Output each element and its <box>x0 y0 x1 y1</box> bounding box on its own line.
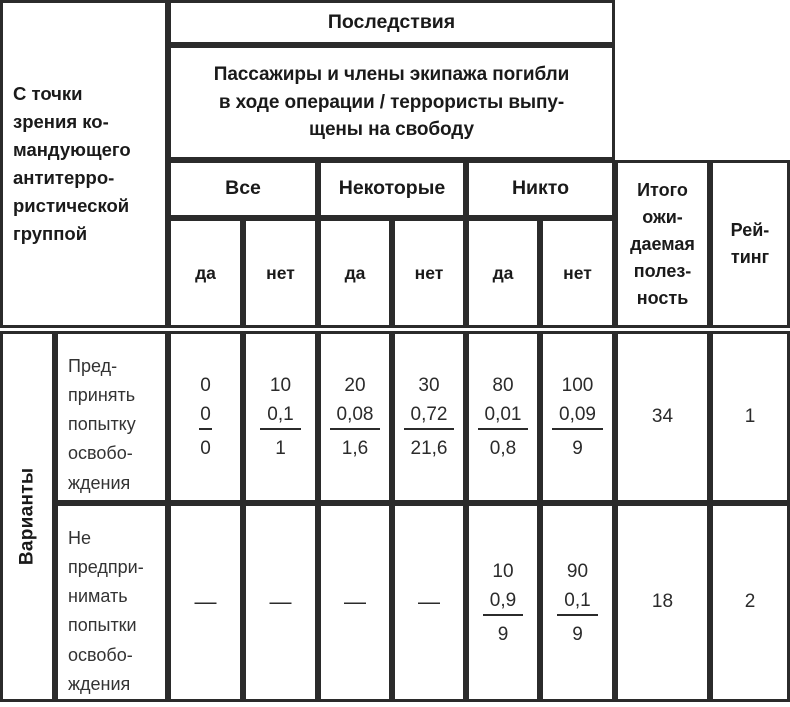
table-cell-r0c0 <box>168 331 243 503</box>
row-header-line-1: зрения ко- <box>13 110 109 132</box>
table-cell-r1c5 <box>540 503 615 702</box>
r0c1-numerator: 10 <box>269 375 292 396</box>
r0c4-numerator: 80 <box>492 375 514 396</box>
yesno-header-5 <box>540 218 615 328</box>
row-header-title-text <box>13 80 131 249</box>
r1c5-probability: 0,1 <box>557 591 597 616</box>
yesno-header-3-label: нет <box>414 262 444 283</box>
yesno-header-5-label: нет <box>563 262 592 283</box>
r0c2-numerator: 20 <box>344 375 366 396</box>
total-utility-header <box>615 160 710 328</box>
table-cell-r0c2 <box>318 331 392 503</box>
r0c0-numerator: 0 <box>200 375 211 396</box>
total-utility-header-line-0: Итого <box>637 179 688 200</box>
row-header-line-3: антитерро- <box>13 167 115 188</box>
yesno-header-2 <box>318 218 392 328</box>
consequences-subtitle-line-0: Пассажиры и члены экипажа погибли <box>213 64 570 86</box>
table-cell-r1c1 <box>243 503 318 702</box>
row-header-line-0: С точки <box>13 82 83 104</box>
total-utility-header-line-4: ность <box>636 287 689 308</box>
consequences-subtitle-cell <box>168 45 615 160</box>
r0c3-numerator: 30 <box>418 375 440 396</box>
row-header-line-4: ристической <box>13 195 130 217</box>
r0c1-probability: 0,1 <box>260 405 300 430</box>
total-utility-header-line-3: полез- <box>633 260 692 281</box>
option-row-0-label <box>55 331 168 503</box>
option-row-1-label-line-2: нимать <box>68 586 128 607</box>
r0c5-product: 9 <box>572 438 583 459</box>
consequences-subtitle-line-2: щены на свободу <box>309 119 474 141</box>
options-axis-label-text: Варианты <box>16 467 38 566</box>
option-row-1-label <box>55 503 168 702</box>
r1c0-dash: — <box>194 589 217 615</box>
r1c3-dash: — <box>418 589 440 615</box>
group-header-nikto <box>466 160 615 218</box>
group-header-vse-label: Все <box>225 177 261 200</box>
r1c2-dash: — <box>344 589 366 615</box>
rating-row-0-value: 1 <box>744 405 756 427</box>
option-row-1-label-line-4: освобо- <box>68 644 133 665</box>
r0c5-numerator: 100 <box>561 375 594 396</box>
rating-header <box>710 160 790 328</box>
yesno-header-1-label: нет <box>266 262 295 283</box>
yesno-header-1 <box>243 218 318 328</box>
option-row-0-label-line-4: ждения <box>68 472 131 493</box>
r1c5-numerator: 90 <box>566 560 589 582</box>
rating-row-1-value: 2 <box>744 591 756 613</box>
total-utility-row-0 <box>615 331 710 503</box>
r0c2-probability: 0,08 <box>330 405 381 430</box>
total-utility-row-1-value: 18 <box>651 591 674 613</box>
r1c5-product: 9 <box>572 623 583 645</box>
option-row-1-label-line-1: предпри- <box>68 557 144 578</box>
rating-row-0 <box>710 331 790 503</box>
table-cell-r1c3 <box>392 503 466 702</box>
r0c1-product: 1 <box>275 438 286 459</box>
table-cell-r0c5 <box>540 331 615 503</box>
options-axis-label-cell <box>0 331 55 702</box>
r0c3-product: 21,6 <box>410 438 448 459</box>
table-cell-r0c4 <box>466 331 540 503</box>
r0c0-product: 0 <box>200 438 211 459</box>
group-header-nekotorye <box>318 160 466 218</box>
r0c5-probability: 0,09 <box>552 405 603 430</box>
rating-row-1 <box>710 503 790 702</box>
rating-header-line-1: тинг <box>730 247 770 267</box>
table-cell-r0c1 <box>243 331 318 503</box>
table-cell-r0c3 <box>392 331 466 503</box>
r1c4-numerator: 10 <box>492 560 514 582</box>
row-header-line-2: мандующего <box>13 138 131 160</box>
consequences-title-cell <box>168 0 615 45</box>
row-header-line-5: группой <box>13 223 88 245</box>
option-row-0-label-line-3: освобо- <box>68 443 133 464</box>
r0c3-probability: 0,72 <box>404 405 455 430</box>
option-row-0-label-line-2: попытку <box>68 414 136 435</box>
group-header-vse <box>168 160 318 218</box>
r1c4-product: 9 <box>497 623 509 645</box>
yesno-header-4-label: да <box>492 262 514 283</box>
consequences-title-text: Последствия <box>327 10 456 33</box>
option-row-1-label-line-0: Не <box>68 528 92 548</box>
r0c0-probability: 0 <box>199 405 212 430</box>
option-row-0-label-line-1: принять <box>68 385 136 406</box>
r0c4-product: 0,8 <box>489 438 517 459</box>
r1c4-probability: 0,9 <box>483 591 523 616</box>
option-row-1-label-line-3: попытки <box>68 615 137 636</box>
yesno-header-4 <box>466 218 540 328</box>
r1c1-dash: — <box>269 589 292 615</box>
yesno-header-2-label: да <box>344 262 366 283</box>
rating-header-line-0: Рей- <box>730 220 770 240</box>
r0c2-product: 1,6 <box>341 438 369 459</box>
yesno-header-3 <box>392 218 466 328</box>
consequences-subtitle-line-1: в ходе операции / террористы выпу- <box>218 91 565 113</box>
group-header-nikto-label: Никто <box>511 177 570 200</box>
yesno-header-0 <box>168 218 243 328</box>
group-header-nekotorye-label: Некоторые <box>338 177 446 200</box>
table-cell-r1c2 <box>318 503 392 702</box>
total-utility-row-0-value: 34 <box>651 405 674 427</box>
row-header-title-cell <box>0 0 168 328</box>
option-row-1-label-line-5: ждения <box>68 673 131 694</box>
table-cell-r1c0 <box>168 503 243 702</box>
option-row-0-label-line-0: Пред- <box>68 356 118 376</box>
total-utility-header-line-1: ожи- <box>642 206 683 227</box>
r0c4-probability: 0,01 <box>478 405 529 430</box>
yesno-header-0-label: да <box>195 262 216 283</box>
table-cell-r1c4 <box>466 503 540 702</box>
total-utility-header-line-2: даемая <box>630 233 695 254</box>
total-utility-row-1 <box>615 503 710 702</box>
